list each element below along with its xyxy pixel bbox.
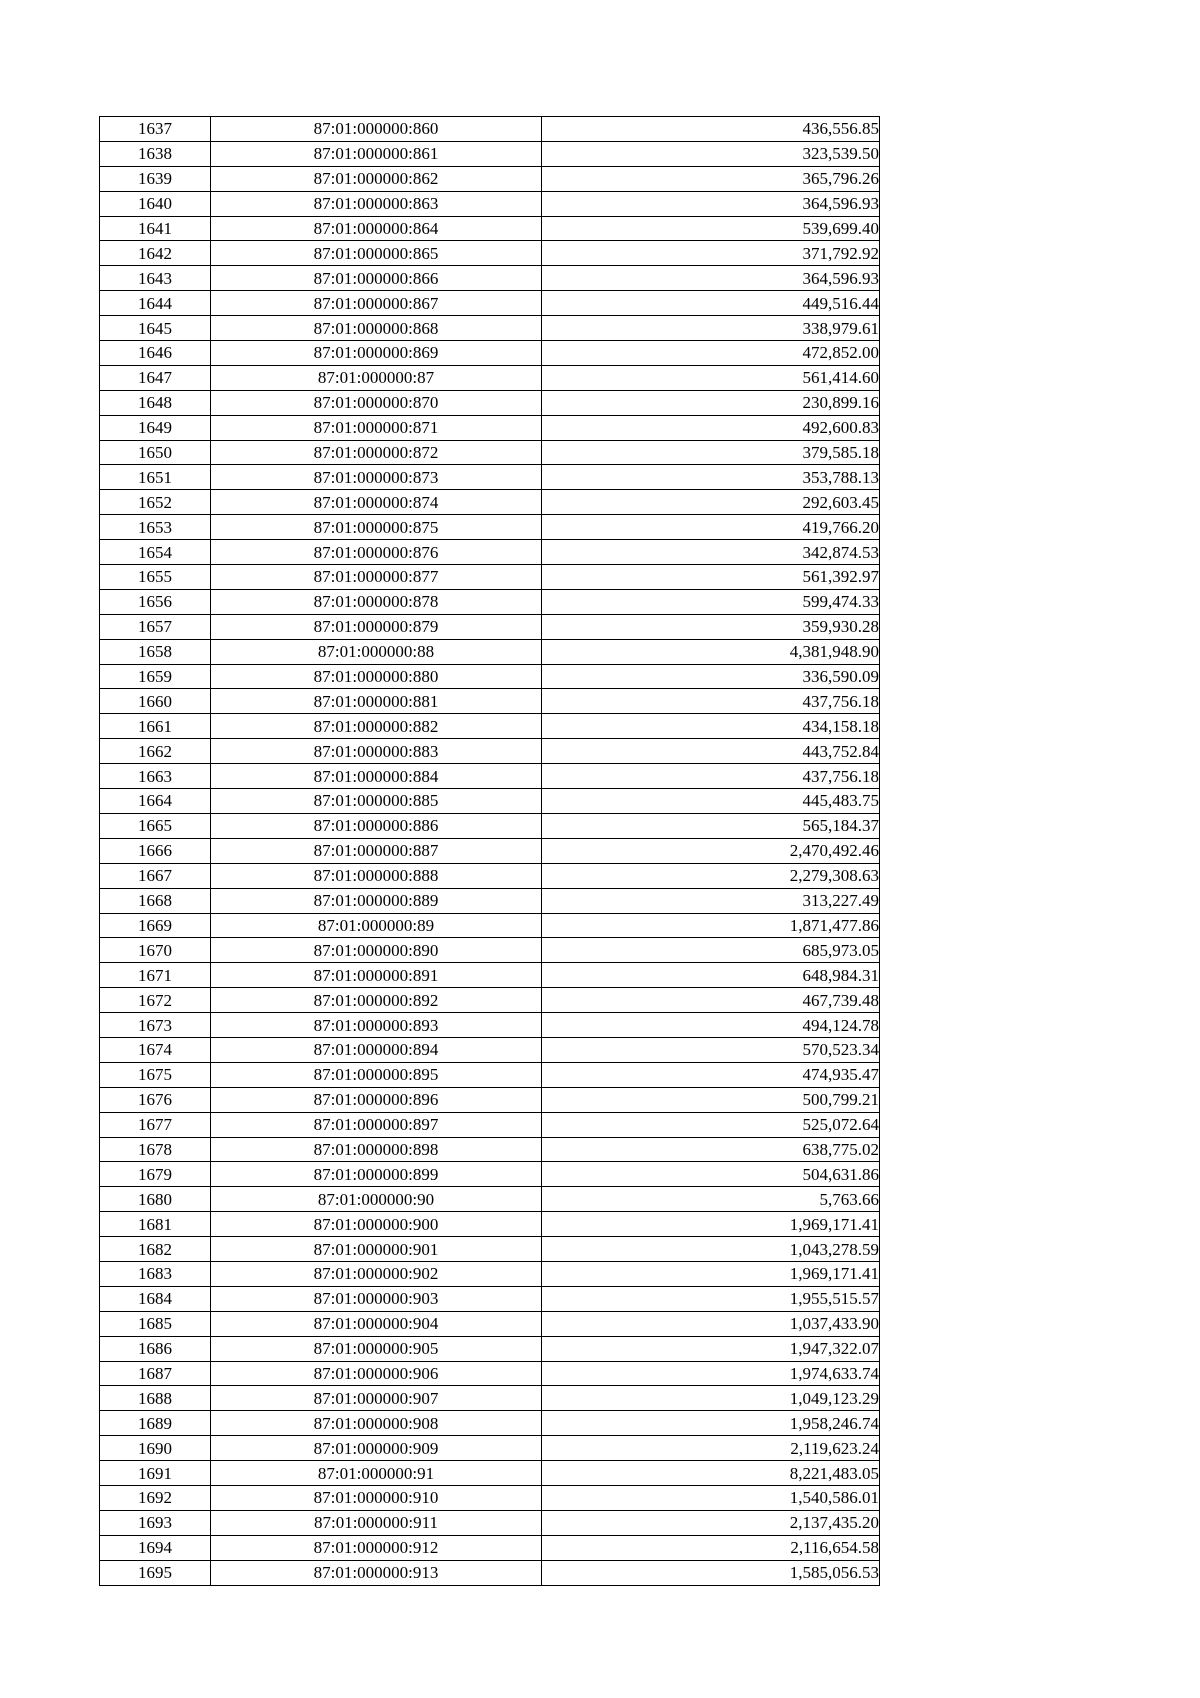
value-cell: 2,137,435.20	[542, 1510, 880, 1535]
table-row	[100, 938, 880, 963]
row-number-cell: 1671	[100, 963, 211, 988]
table-row	[100, 141, 880, 166]
table-row	[100, 988, 880, 1013]
value-cell: 500,799.21	[542, 1087, 880, 1112]
row-number-cell: 1659	[100, 664, 211, 689]
cadastral-number-cell: 87:01:000000:901	[211, 1237, 542, 1262]
cadastral-number-cell: 87:01:000000:886	[211, 813, 542, 838]
row-number-cell: 1684	[100, 1286, 211, 1311]
table-row	[100, 1162, 880, 1187]
row-number-cell: 1682	[100, 1237, 211, 1262]
table-row	[100, 1411, 880, 1436]
cadastral-number-cell: 87:01:000000:872	[211, 440, 542, 465]
cadastral-number-cell: 87:01:000000:91	[211, 1461, 542, 1486]
table-row	[100, 1037, 880, 1062]
row-number-cell: 1652	[100, 490, 211, 515]
cadastral-number-cell: 87:01:000000:913	[211, 1560, 542, 1585]
value-cell: 437,756.18	[542, 764, 880, 789]
value-cell: 1,037,433.90	[542, 1311, 880, 1336]
row-number-cell: 1674	[100, 1037, 211, 1062]
row-number-cell: 1668	[100, 888, 211, 913]
data-table	[99, 116, 880, 1586]
value-cell: 1,540,586.01	[542, 1485, 880, 1510]
row-number-cell: 1691	[100, 1461, 211, 1486]
value-cell: 1,974,633.74	[542, 1361, 880, 1386]
value-cell: 371,792.92	[542, 241, 880, 266]
table-row	[100, 365, 880, 390]
table-row	[100, 739, 880, 764]
value-cell: 1,955,515.57	[542, 1286, 880, 1311]
cadastral-number-cell: 87:01:000000:876	[211, 540, 542, 565]
row-number-cell: 1693	[100, 1510, 211, 1535]
row-number-cell: 1663	[100, 764, 211, 789]
row-number-cell: 1666	[100, 838, 211, 863]
table-row	[100, 714, 880, 739]
cadastral-number-cell: 87:01:000000:878	[211, 589, 542, 614]
table-row	[100, 689, 880, 714]
value-cell: 292,603.45	[542, 490, 880, 515]
cadastral-number-cell: 87:01:000000:902	[211, 1261, 542, 1286]
cadastral-number-cell: 87:01:000000:909	[211, 1436, 542, 1461]
value-cell: 638,775.02	[542, 1137, 880, 1162]
value-cell: 1,947,322.07	[542, 1336, 880, 1361]
table-row	[100, 789, 880, 814]
cadastral-number-cell: 87:01:000000:889	[211, 888, 542, 913]
row-number-cell: 1676	[100, 1087, 211, 1112]
table-row	[100, 1062, 880, 1087]
table-row	[100, 1436, 880, 1461]
value-cell: 336,590.09	[542, 664, 880, 689]
row-number-cell: 1695	[100, 1560, 211, 1585]
row-number-cell: 1637	[100, 117, 211, 142]
value-cell: 419,766.20	[542, 515, 880, 540]
row-number-cell: 1677	[100, 1112, 211, 1137]
cadastral-number-cell: 87:01:000000:898	[211, 1137, 542, 1162]
value-cell: 561,392.97	[542, 565, 880, 590]
value-cell: 1,958,246.74	[542, 1411, 880, 1436]
table-row	[100, 117, 880, 142]
table-row	[100, 863, 880, 888]
row-number-cell: 1686	[100, 1336, 211, 1361]
row-number-cell: 1640	[100, 191, 211, 216]
table-row	[100, 1013, 880, 1038]
table-row	[100, 1212, 880, 1237]
row-number-cell: 1673	[100, 1013, 211, 1038]
cadastral-number-cell: 87:01:000000:874	[211, 490, 542, 515]
table-row	[100, 1286, 880, 1311]
table-row	[100, 216, 880, 241]
value-cell: 364,596.93	[542, 191, 880, 216]
row-number-cell: 1660	[100, 689, 211, 714]
row-number-cell: 1643	[100, 266, 211, 291]
row-number-cell: 1669	[100, 913, 211, 938]
cadastral-number-cell: 87:01:000000:881	[211, 689, 542, 714]
value-cell: 1,969,171.41	[542, 1212, 880, 1237]
table-row	[100, 1510, 880, 1535]
value-cell: 449,516.44	[542, 291, 880, 316]
row-number-cell: 1665	[100, 813, 211, 838]
cadastral-number-cell: 87:01:000000:888	[211, 863, 542, 888]
row-number-cell: 1675	[100, 1062, 211, 1087]
cadastral-number-cell: 87:01:000000:892	[211, 988, 542, 1013]
value-cell: 1,871,477.86	[542, 913, 880, 938]
cadastral-number-cell: 87:01:000000:895	[211, 1062, 542, 1087]
cadastral-number-cell: 87:01:000000:891	[211, 963, 542, 988]
table-row	[100, 1560, 880, 1585]
table-row	[100, 1361, 880, 1386]
row-number-cell: 1645	[100, 316, 211, 341]
value-cell: 323,539.50	[542, 141, 880, 166]
value-cell: 539,699.40	[542, 216, 880, 241]
cadastral-number-cell: 87:01:000000:910	[211, 1485, 542, 1510]
cadastral-number-cell: 87:01:000000:899	[211, 1162, 542, 1187]
cadastral-number-cell: 87:01:000000:860	[211, 117, 542, 142]
cadastral-number-cell: 87:01:000000:897	[211, 1112, 542, 1137]
cadastral-number-cell: 87:01:000000:894	[211, 1037, 542, 1062]
cadastral-number-cell: 87:01:000000:869	[211, 341, 542, 366]
row-number-cell: 1641	[100, 216, 211, 241]
table-row	[100, 913, 880, 938]
row-number-cell: 1647	[100, 365, 211, 390]
value-cell: 504,631.86	[542, 1162, 880, 1187]
value-cell: 437,756.18	[542, 689, 880, 714]
value-cell: 436,556.85	[542, 117, 880, 142]
table-row	[100, 963, 880, 988]
cadastral-number-cell: 87:01:000000:903	[211, 1286, 542, 1311]
value-cell: 434,158.18	[542, 714, 880, 739]
row-number-cell: 1694	[100, 1535, 211, 1560]
value-cell: 4,381,948.90	[542, 639, 880, 664]
row-number-cell: 1672	[100, 988, 211, 1013]
value-cell: 525,072.64	[542, 1112, 880, 1137]
value-cell: 365,796.26	[542, 166, 880, 191]
cadastral-number-cell: 87:01:000000:863	[211, 191, 542, 216]
table-row	[100, 191, 880, 216]
cadastral-number-cell: 87:01:000000:861	[211, 141, 542, 166]
row-number-cell: 1683	[100, 1261, 211, 1286]
cadastral-number-cell: 87:01:000000:905	[211, 1336, 542, 1361]
table-row	[100, 241, 880, 266]
table-row	[100, 1087, 880, 1112]
table-row	[100, 415, 880, 440]
row-number-cell: 1655	[100, 565, 211, 590]
row-number-cell: 1670	[100, 938, 211, 963]
table-row	[100, 1485, 880, 1510]
table-row	[100, 1311, 880, 1336]
cadastral-number-cell: 87:01:000000:871	[211, 415, 542, 440]
cadastral-number-cell: 87:01:000000:873	[211, 465, 542, 490]
value-cell: 1,585,056.53	[542, 1560, 880, 1585]
table-row	[100, 639, 880, 664]
value-cell: 230,899.16	[542, 390, 880, 415]
cadastral-number-cell: 87:01:000000:885	[211, 789, 542, 814]
table-row	[100, 465, 880, 490]
value-cell: 338,979.61	[542, 316, 880, 341]
table-row	[100, 266, 880, 291]
table-row	[100, 1112, 880, 1137]
row-number-cell: 1638	[100, 141, 211, 166]
table-row	[100, 1336, 880, 1361]
table-row	[100, 614, 880, 639]
cadastral-number-cell: 87:01:000000:887	[211, 838, 542, 863]
row-number-cell: 1681	[100, 1212, 211, 1237]
cadastral-number-cell: 87:01:000000:87	[211, 365, 542, 390]
table-row	[100, 341, 880, 366]
cadastral-number-cell: 87:01:000000:884	[211, 764, 542, 789]
value-cell: 474,935.47	[542, 1062, 880, 1087]
cadastral-number-cell: 87:01:000000:879	[211, 614, 542, 639]
cadastral-number-cell: 87:01:000000:900	[211, 1212, 542, 1237]
row-number-cell: 1664	[100, 789, 211, 814]
value-cell: 561,414.60	[542, 365, 880, 390]
row-number-cell: 1644	[100, 291, 211, 316]
table-row	[100, 440, 880, 465]
cadastral-number-cell: 87:01:000000:896	[211, 1087, 542, 1112]
row-number-cell: 1656	[100, 589, 211, 614]
cadastral-number-cell: 87:01:000000:868	[211, 316, 542, 341]
table-row	[100, 888, 880, 913]
table-row	[100, 540, 880, 565]
row-number-cell: 1689	[100, 1411, 211, 1436]
row-number-cell: 1662	[100, 739, 211, 764]
cadastral-number-cell: 87:01:000000:866	[211, 266, 542, 291]
row-number-cell: 1646	[100, 341, 211, 366]
cadastral-number-cell: 87:01:000000:904	[211, 1311, 542, 1336]
row-number-cell: 1654	[100, 540, 211, 565]
value-cell: 5,763.66	[542, 1187, 880, 1212]
value-cell: 2,116,654.58	[542, 1535, 880, 1560]
table-row	[100, 316, 880, 341]
cadastral-number-cell: 87:01:000000:911	[211, 1510, 542, 1535]
table-row	[100, 390, 880, 415]
row-number-cell: 1648	[100, 390, 211, 415]
cadastral-number-cell: 87:01:000000:877	[211, 565, 542, 590]
row-number-cell: 1651	[100, 465, 211, 490]
row-number-cell: 1690	[100, 1436, 211, 1461]
cadastral-number-cell: 87:01:000000:875	[211, 515, 542, 540]
cadastral-number-cell: 87:01:000000:864	[211, 216, 542, 241]
value-cell: 359,930.28	[542, 614, 880, 639]
table-row	[100, 1261, 880, 1286]
value-cell: 443,752.84	[542, 739, 880, 764]
cadastral-number-cell: 87:01:000000:882	[211, 714, 542, 739]
value-cell: 472,852.00	[542, 341, 880, 366]
value-cell: 353,788.13	[542, 465, 880, 490]
value-cell: 1,969,171.41	[542, 1261, 880, 1286]
cadastral-number-cell: 87:01:000000:870	[211, 390, 542, 415]
table-row	[100, 1461, 880, 1486]
value-cell: 492,600.83	[542, 415, 880, 440]
cadastral-number-cell: 87:01:000000:865	[211, 241, 542, 266]
row-number-cell: 1678	[100, 1137, 211, 1162]
row-number-cell: 1642	[100, 241, 211, 266]
value-cell: 1,043,278.59	[542, 1237, 880, 1262]
value-cell: 648,984.31	[542, 963, 880, 988]
row-number-cell: 1657	[100, 614, 211, 639]
cadastral-number-cell: 87:01:000000:908	[211, 1411, 542, 1436]
table-row	[100, 1386, 880, 1411]
row-number-cell: 1692	[100, 1485, 211, 1510]
table-body	[100, 117, 880, 1586]
cadastral-number-cell: 87:01:000000:893	[211, 1013, 542, 1038]
row-number-cell: 1667	[100, 863, 211, 888]
row-number-cell: 1650	[100, 440, 211, 465]
table-row	[100, 490, 880, 515]
row-number-cell: 1639	[100, 166, 211, 191]
cadastral-number-cell: 87:01:000000:883	[211, 739, 542, 764]
table-row	[100, 664, 880, 689]
table-row	[100, 515, 880, 540]
table-row	[100, 1237, 880, 1262]
value-cell: 1,049,123.29	[542, 1386, 880, 1411]
cadastral-number-cell: 87:01:000000:90	[211, 1187, 542, 1212]
row-number-cell: 1680	[100, 1187, 211, 1212]
value-cell: 379,585.18	[542, 440, 880, 465]
cadastral-number-cell: 87:01:000000:907	[211, 1386, 542, 1411]
row-number-cell: 1661	[100, 714, 211, 739]
value-cell: 685,973.05	[542, 938, 880, 963]
value-cell: 2,279,308.63	[542, 863, 880, 888]
value-cell: 313,227.49	[542, 888, 880, 913]
value-cell: 599,474.33	[542, 589, 880, 614]
cadastral-number-cell: 87:01:000000:912	[211, 1535, 542, 1560]
table-row	[100, 565, 880, 590]
cadastral-number-cell: 87:01:000000:862	[211, 166, 542, 191]
row-number-cell: 1658	[100, 639, 211, 664]
row-number-cell: 1649	[100, 415, 211, 440]
value-cell: 467,739.48	[542, 988, 880, 1013]
cadastral-number-cell: 87:01:000000:890	[211, 938, 542, 963]
table-row	[100, 166, 880, 191]
cadastral-number-cell: 87:01:000000:880	[211, 664, 542, 689]
value-cell: 565,184.37	[542, 813, 880, 838]
table-row	[100, 291, 880, 316]
row-number-cell: 1679	[100, 1162, 211, 1187]
value-cell: 364,596.93	[542, 266, 880, 291]
table-row	[100, 1535, 880, 1560]
table-row	[100, 589, 880, 614]
row-number-cell: 1688	[100, 1386, 211, 1411]
cadastral-number-cell: 87:01:000000:906	[211, 1361, 542, 1386]
table-row	[100, 764, 880, 789]
value-cell: 8,221,483.05	[542, 1461, 880, 1486]
cadastral-number-cell: 87:01:000000:867	[211, 291, 542, 316]
row-number-cell: 1687	[100, 1361, 211, 1386]
value-cell: 494,124.78	[542, 1013, 880, 1038]
value-cell: 2,470,492.46	[542, 838, 880, 863]
table-row	[100, 813, 880, 838]
row-number-cell: 1653	[100, 515, 211, 540]
table-row	[100, 1187, 880, 1212]
cadastral-number-cell: 87:01:000000:89	[211, 913, 542, 938]
value-cell: 342,874.53	[542, 540, 880, 565]
table-row	[100, 838, 880, 863]
value-cell: 570,523.34	[542, 1037, 880, 1062]
value-cell: 2,119,623.24	[542, 1436, 880, 1461]
row-number-cell: 1685	[100, 1311, 211, 1336]
cadastral-number-cell: 87:01:000000:88	[211, 639, 542, 664]
table-row	[100, 1137, 880, 1162]
value-cell: 445,483.75	[542, 789, 880, 814]
